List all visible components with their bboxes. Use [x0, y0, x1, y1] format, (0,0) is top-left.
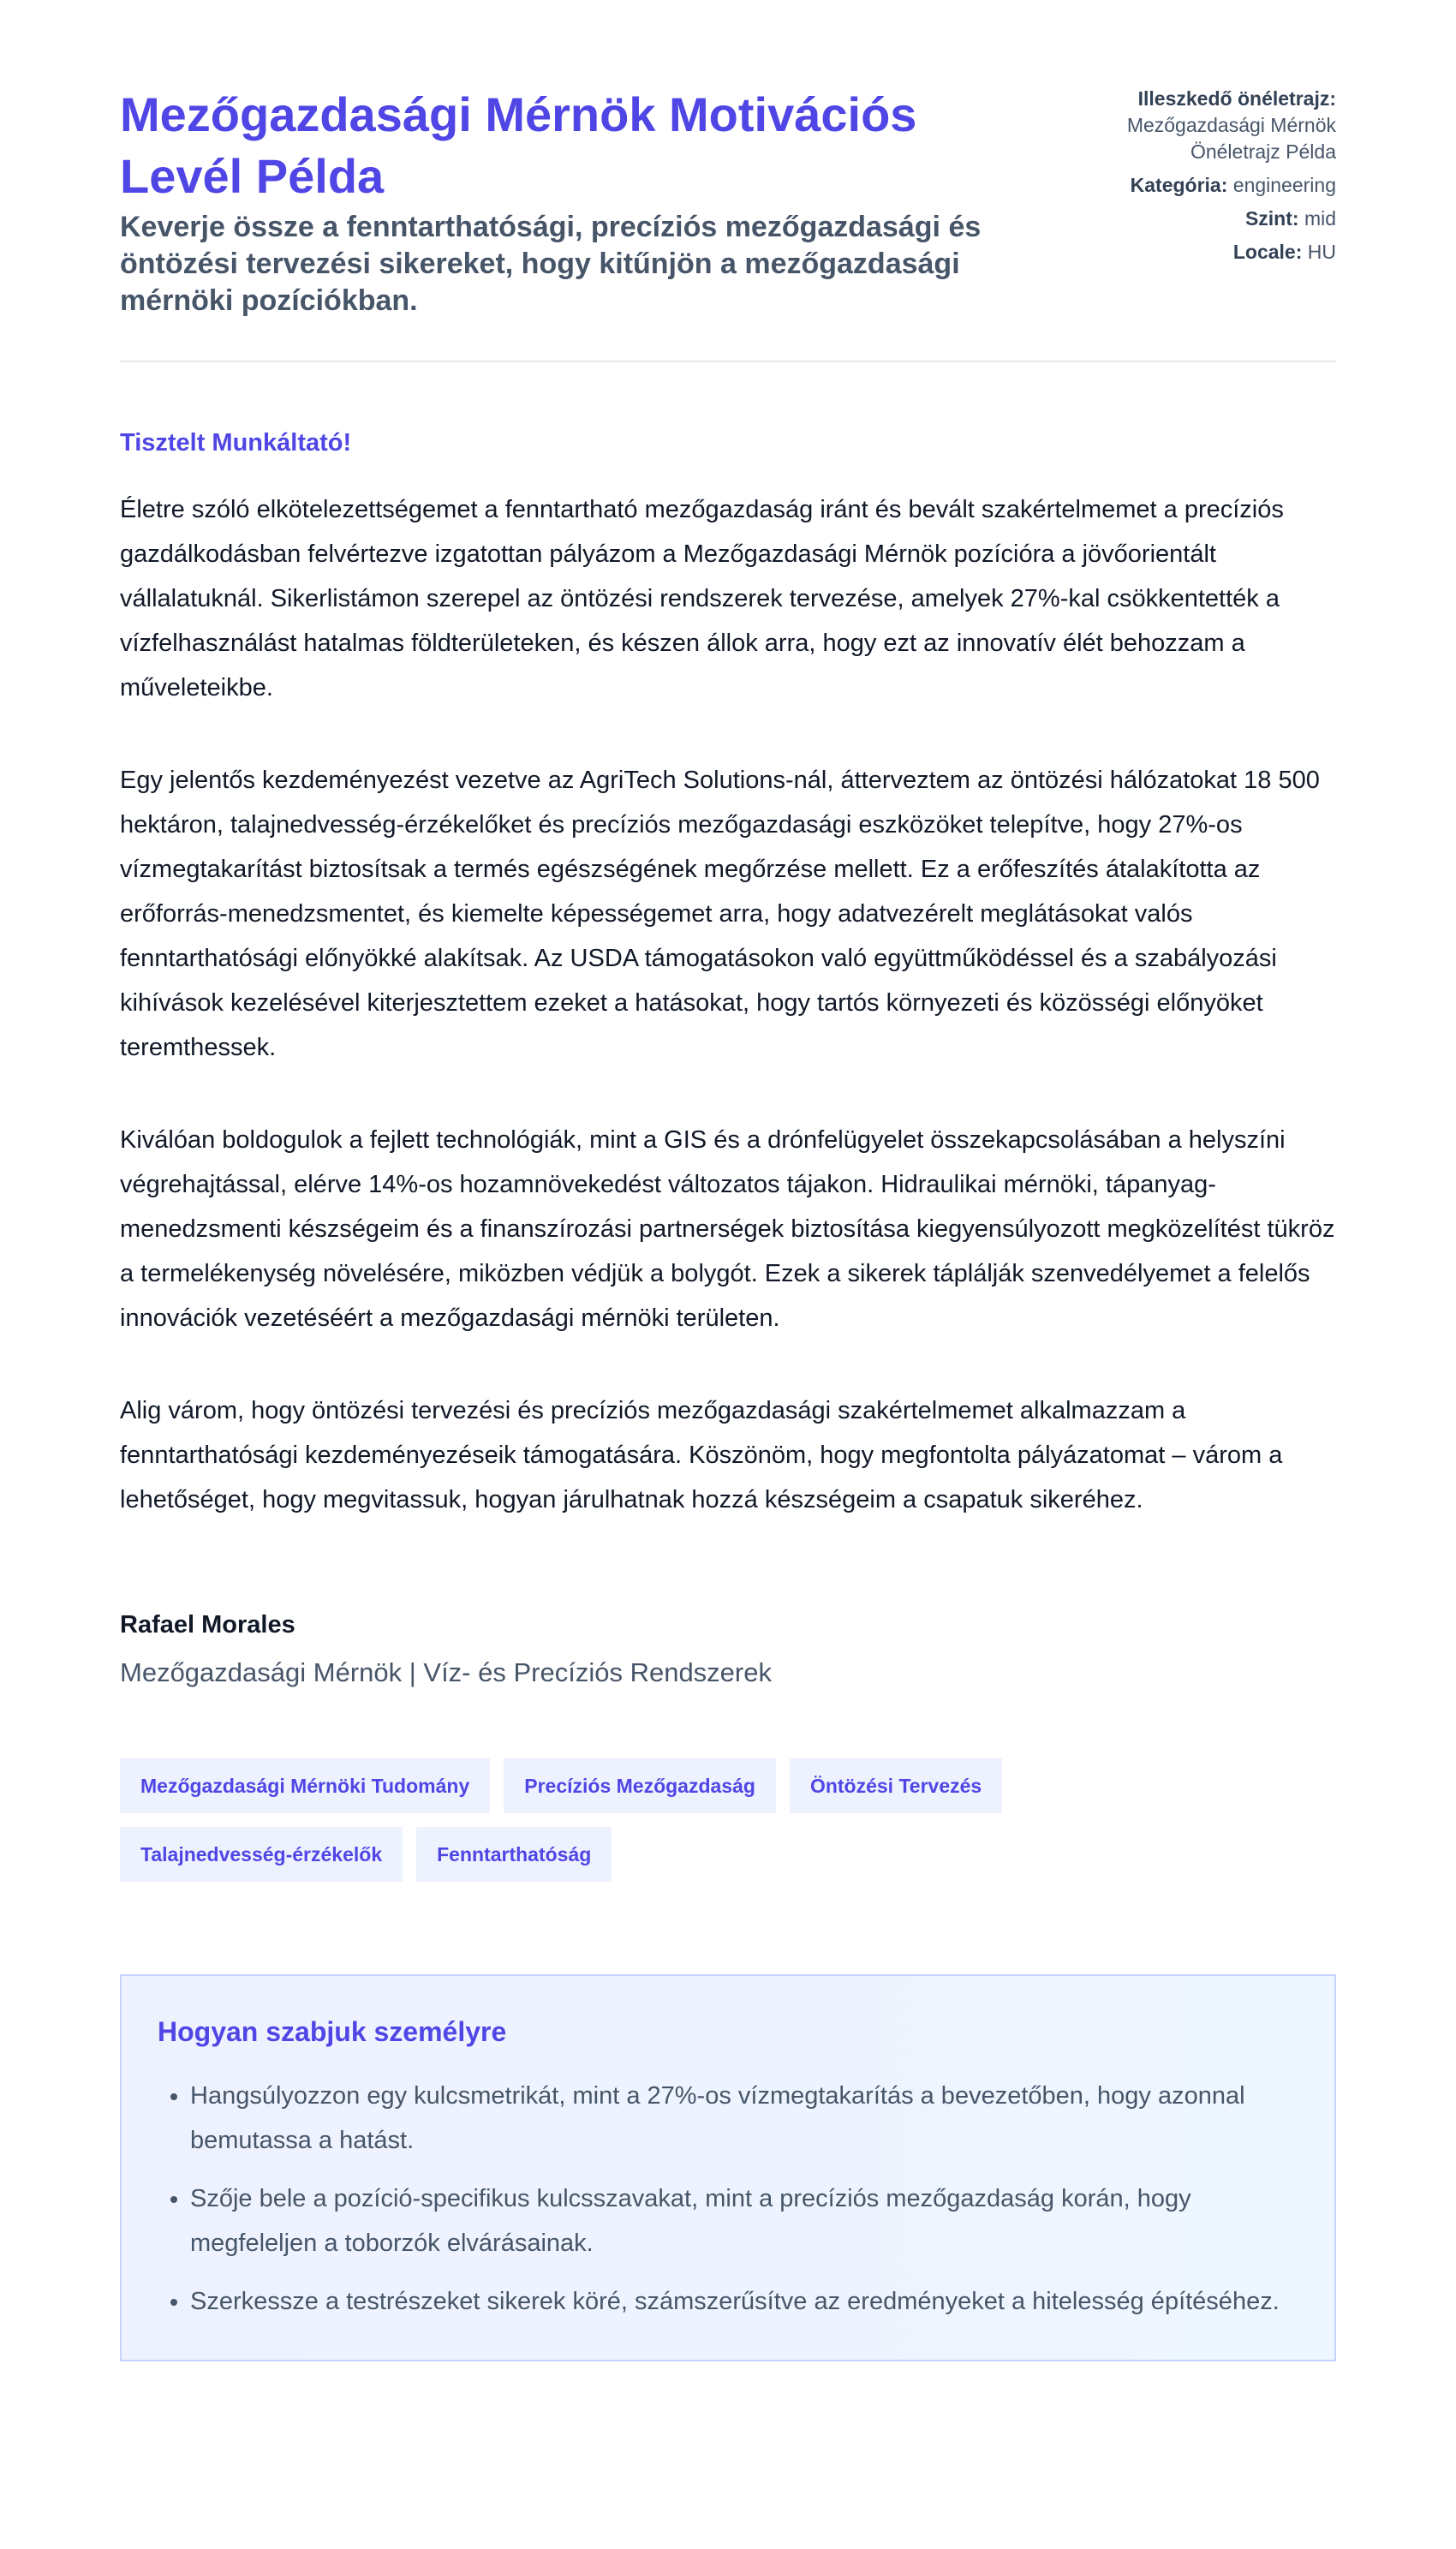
skill-tag[interactable]: Mezőgazdasági Mérnöki Tudomány [120, 1758, 490, 1813]
skill-tag[interactable]: Öntözési Tervezés [790, 1758, 1002, 1813]
letter-paragraph: Életre szóló elkötelezettségemet a fenntartható mezőgazdaság iránt és bevált szakértelmemet a precíziós gazdálkodásban felvértezve izgatottan pályázom a Mezőgazdasági Mérnök pozícióra a jövőorientált vállalatuknál. Sikerlistámon szerepel az öntözési rendszerek tervezése, amelyek 27%-kal csökkentették a vízfelhasználást hatalmas földterületeken, és készen állok arra, hogy ezt az innovatív élét behozzam a műveleteikbe. [120, 496, 1284, 701]
skill-tags [120, 1758, 1233, 1882]
page-title: Mezőgazdasági Mérnök Motivációs Levél Példa [120, 87, 917, 203]
meta-category [1045, 172, 1336, 199]
letter-paragraph: Alig várom, hogy öntözési tervezési és precíziós mezőgazdasági szakértelmemet alkalmazzam a fenntarthatósági kezdeményezéseik támogatására. Köszönöm, hogy megfontolta pályázatomat – várom a lehetőséget, hogy megvitassuk, hogyan járulhatnak hozzá készségeim a csapatuk sikeréhez. [120, 1397, 1283, 1513]
meta-level-value: mid [1304, 207, 1336, 230]
page-subtitle: Keverje össze a fenntarthatósági, precíziós mezőgazdasági és öntözési tervezési sikereket, hogy kitűnjön a mezőgazdasági mérnöki pozíciókban. [120, 211, 982, 317]
skill-tag[interactable]: Fenntarthatóság [416, 1827, 612, 1882]
skill-tag[interactable]: Precíziós Mezőgazdaság [504, 1758, 776, 1813]
tips-list [158, 2074, 1298, 2324]
meta-resume [1045, 86, 1336, 165]
signature-name: Rafael Morales [120, 1611, 295, 1639]
tips-title: Hogyan szabjuk személyre [158, 2016, 507, 2047]
tip-item: • Szerkessze a testrészeket sikerek köré, számszerűsítve az eredményeket a hitelesség építéséhez. [190, 2279, 1298, 2324]
cover-letter-page [120, 0, 1336, 2361]
meta-resume-value: Mezőgazdasági Mérnök Önéletrajz Példa [1126, 114, 1336, 163]
letter-paragraph: Egy jelentős kezdeményezést vezetve az AgriTech Solutions-nál, átterveztem az öntözési hálózatokat 18 500 hektáron, talajnedvesség-érzékelőket és precíziós mezőgazdasági eszközöket telepítve, hogy 27%-os vízmegtakarítást biztosítsak a termés egészségének megőrzése mellett. Ez a erőfeszítés átalakította az erőforrás-menedzsmentet, és kiemelte képességemet arra, hogy adatvezérelt meglátásokat valós fenntarthatósági előnyökké alakítsak. Az USDA támogatásokon való együttműködéssel és a szabályozási kihívások kezelésével kiterjesztettem ezeket a hatásokat, hogy tartós környezeti és közösségi előnyöket teremthessek. [120, 767, 1320, 1061]
meta-locale [1045, 239, 1336, 266]
meta-category-value: engineering [1232, 174, 1336, 196]
meta-locale-value: HU [1307, 241, 1336, 263]
signature-title: Mezőgazdasági Mérnök | Víz- és Precíziós Rendszerek [120, 1657, 772, 1687]
skill-tag[interactable]: Talajnedvesség-érzékelők [120, 1827, 403, 1882]
meta-panel [1045, 84, 1336, 272]
tip-item: • Szője bele a pozíció-specifikus kulcsszavakat, mint a precíziós mezőgazdaság korán, hogy megfeleljen a toborzók elvárásainak. [190, 2176, 1298, 2265]
meta-locale-label: Locale: [1232, 241, 1303, 263]
meta-resume-label: Illeszkedő önéletrajz: [1137, 87, 1336, 110]
title-block [120, 84, 1028, 319]
letter-body [120, 487, 1336, 1522]
meta-category-label: Kategória: [1130, 174, 1228, 196]
letter-greeting: Tisztelt Munkáltató! [120, 429, 352, 457]
meta-level [1045, 206, 1336, 232]
meta-level-label: Szint: [1244, 207, 1299, 230]
page-header [120, 84, 1336, 362]
tip-item: • Hangsúlyozzon egy kulcsmetrikát, mint a 27%-os vízmegtakarítás a bevezetőben, hogy azonnal bemutassa a hatást. [190, 2074, 1298, 2163]
customization-tips-box [120, 1974, 1336, 2361]
letter-paragraph: Kiválóan boldogulok a fejlett technológiák, mint a GIS és a drónfelügyelet összekapcsolásában a helyszíni végrehajtással, elérve 14%-os hozamnövekedést változatos tájakon. Hidraulikai mérnöki, tápanyag-menedzsmenti készségeim és a finanszírozási partnerségek biztosítása kiegyensúlyozott megközelítést tükröz a termelékenység növelésére, miközben védjük a bolygót. Ezek a sikerek táplálják szenvedélyemet a felelős innovációk vezetéséért a mezőgazdasági mérnöki területen. [120, 1126, 1335, 1332]
